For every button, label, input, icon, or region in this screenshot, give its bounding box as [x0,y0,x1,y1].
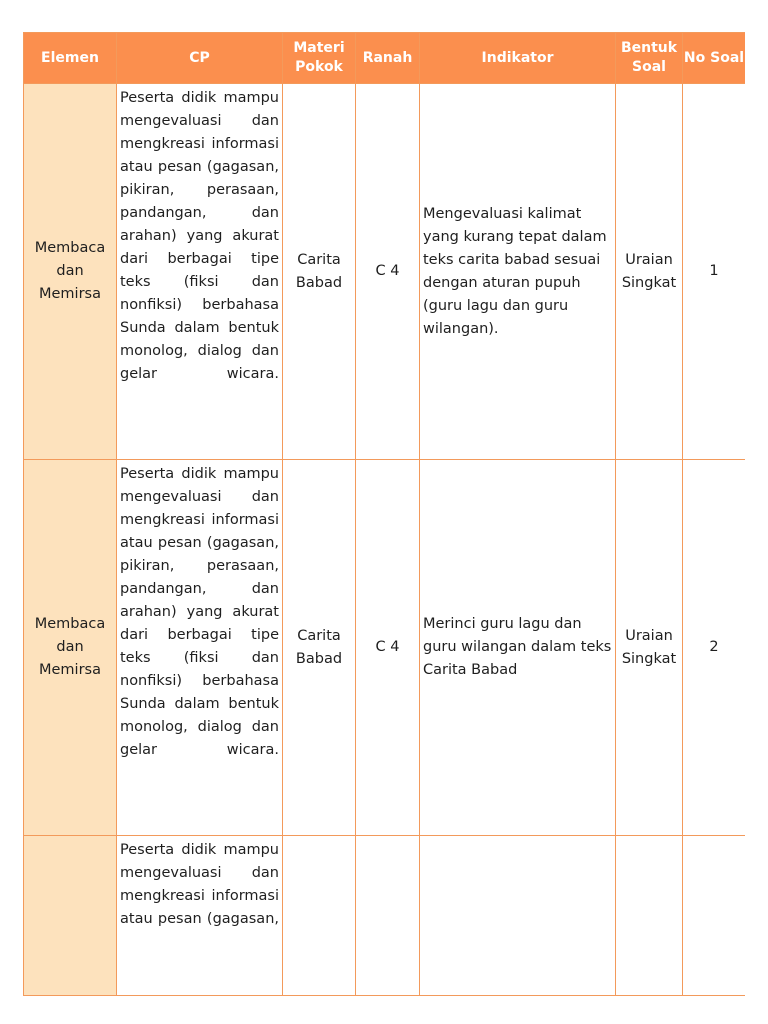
table-header-row [24,33,746,84]
bentuk-soal-text: Uraian Singkat [621,251,677,291]
cell-materi-pokok [283,460,356,836]
cell-bentuk-soal [616,460,683,836]
cell-ranah: C 4 [356,460,420,836]
table-row [24,836,746,996]
cell-materi-pokok [283,836,356,996]
cell-indikator: Mengevaluasi kalimat yang kurang tepat dalam teks carita babad sesuai dengan aturan pupuh (guru lagu dan guru wilangan). [420,84,616,460]
elemen-text: Membaca dan Memirsa [34,616,106,678]
cell-elemen [24,836,117,996]
materi-pokok-text: Carita Babad [295,627,343,667]
table-row [24,460,746,836]
cell-indikator [420,836,616,996]
cell-bentuk-soal [616,84,683,460]
materi-pokok-text: Carita Babad [295,251,343,291]
header-ranah: Ranah [356,33,420,84]
cell-no-soal: 1 [683,84,746,460]
header-elemen: Elemen [24,33,117,84]
cell-indikator: Merinci guru lagu dan guru wilangan dalam teks Carita Babad [420,460,616,836]
table-row [24,84,746,460]
assessment-table [23,32,745,996]
header-no-soal: No Soal [683,33,746,84]
header-cp: CP [117,33,283,84]
cell-elemen [24,84,117,460]
cell-bentuk-soal [616,836,683,996]
cell-cp: Peserta didik mampu mengevaluasi dan mengkreasi informasi atau pesan (gagasan, pikiran, perasaan, pandangan, dan arahan) yang akurat dari berbagai tipe teks (fiksi dan nonfiksi) berbahasa Sunda dalam bentuk monolog, dialog dan gelar wicara. [117,460,283,836]
cell-ranah: C 4 [356,84,420,460]
cell-elemen [24,460,117,836]
cell-ranah [356,836,420,996]
bentuk-soal-text: Uraian Singkat [621,627,677,667]
cell-no-soal [683,836,746,996]
elemen-text: Membaca dan Memirsa [34,240,106,302]
cell-materi-pokok [283,84,356,460]
cell-cp: Peserta didik mampu mengevaluasi dan mengkreasi informasi atau pesan (gagasan, [117,836,283,996]
header-materi-pokok: Materi Pokok [283,33,356,84]
cell-no-soal: 2 [683,460,746,836]
header-indikator: Indikator [420,33,616,84]
header-bentuk-soal: Bentuk Soal [616,33,683,84]
cell-cp: Peserta didik mampu mengevaluasi dan mengkreasi informasi atau pesan (gagasan, pikiran, perasaan, pandangan, dan arahan) yang akurat dari berbagai tipe teks (fiksi dan nonfiksi) berbahasa Sunda dalam bentuk monolog, dialog dan gelar wicara. [117,84,283,460]
assessment-grid-page [23,32,745,1024]
